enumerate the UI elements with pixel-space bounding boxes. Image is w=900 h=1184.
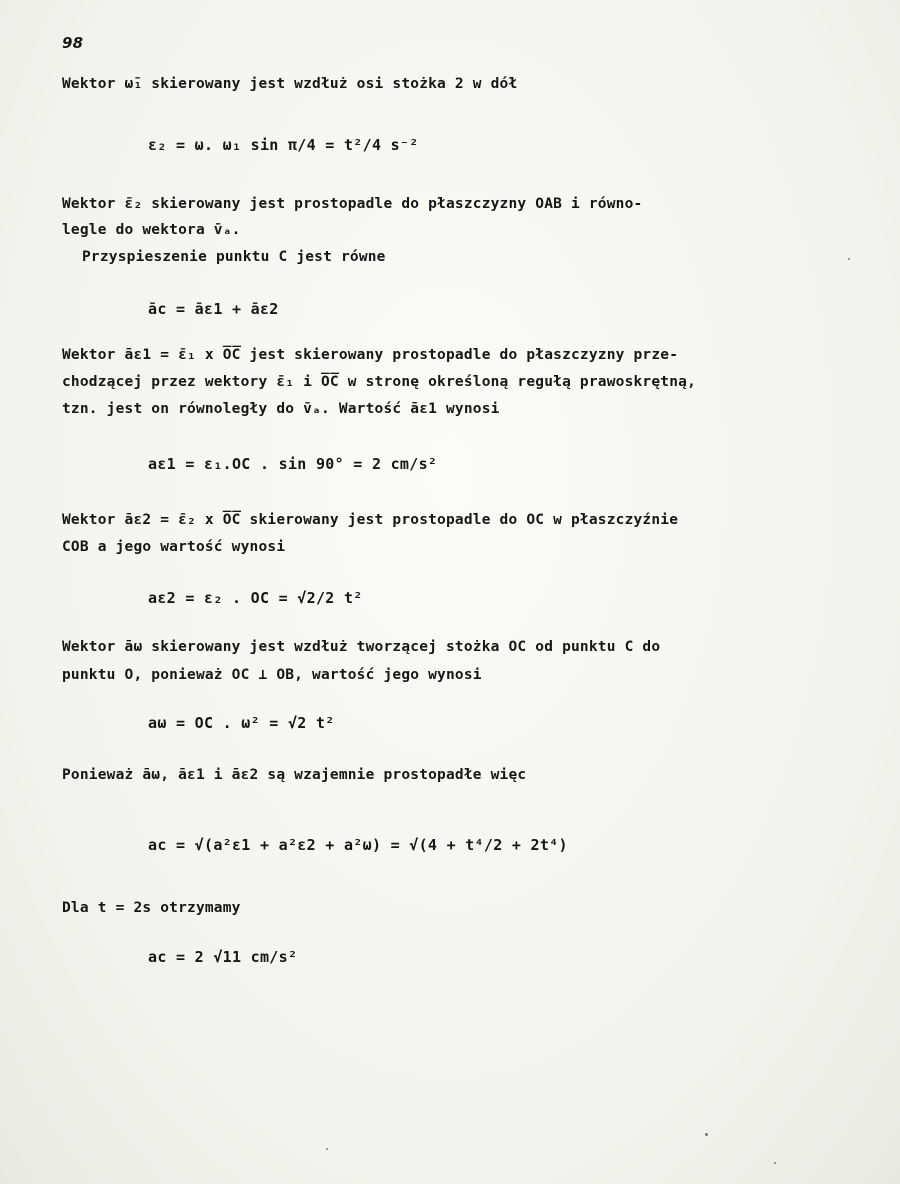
text-line-8: Wektor āε2 = ε̄₂ x O̅C̅ skierowany jest prostopadle do OC w płaszczyźnie [62, 512, 679, 528]
formula-ac-result: ac = 2 √11 cm/s² [148, 948, 298, 966]
formula-a-epsilon-1: aε1 = ε₁.OC . sin 90° = 2 cm/s² [148, 455, 438, 473]
text-line-1: Wektor ω̄₁ skierowany jest wzdłuż osi stożka 2 w dół [62, 76, 518, 92]
scan-speck [705, 1133, 708, 1136]
text-line-6: chodzącej przez wektory ε̄₁ i O̅C̅ w stronę określoną regułą prawoskrętną, [62, 374, 697, 390]
text-line-13: Dla t = 2s otrzymamy [62, 900, 241, 916]
text-line-4: Przyspieszenie punktu C jest równe [82, 249, 386, 265]
text-line-10: Wektor āω skierowany jest wzdłuż tworzącej stożka OC od punktu C do [62, 639, 661, 655]
scan-speck [326, 1148, 328, 1150]
formula-a-epsilon-2: aε2 = ε₂ . OC = √2/2 t² [148, 589, 363, 607]
formula-ac-magnitude: ac = √(a²ε1 + a²ε2 + a²ω) = √(4 + t⁴/2 + 2t⁴) [148, 836, 568, 854]
text-line-9: COB a jego wartość wynosi [62, 539, 286, 555]
formula-a-omega: aω = OC . ω² = √2 t² [148, 714, 335, 732]
formula-acceleration-c: āc = āε1 + āε2 [148, 300, 279, 318]
text-line-12: Ponieważ āω, āε1 i āε2 są wzajemnie prostopadłe więc [62, 767, 527, 783]
page-number: 98 [62, 34, 84, 52]
formula-epsilon-2: ε₂ = ω. ω₁ sin π/4 = t²/4 s⁻² [148, 136, 419, 154]
text-line-7: tzn. jest on równoległy do v̄ₐ. Wartość āε1 wynosi [62, 401, 500, 417]
text-line-11: punktu O, ponieważ OC ⊥ OB, wartość jego wynosi [62, 667, 482, 683]
scan-speck [774, 1162, 776, 1164]
text-line-2: Wektor ε̄₂ skierowany jest prostopadle do płaszczyzny OAB i równo- [62, 196, 643, 212]
text-line-5: Wektor āε1 = ε̄₁ x O̅C̅ jest skierowany prostopadle do płaszczyzny prze- [62, 347, 679, 363]
text-line-3: legle do wektora v̄ₐ. [62, 222, 241, 238]
scan-speck [848, 258, 850, 260]
